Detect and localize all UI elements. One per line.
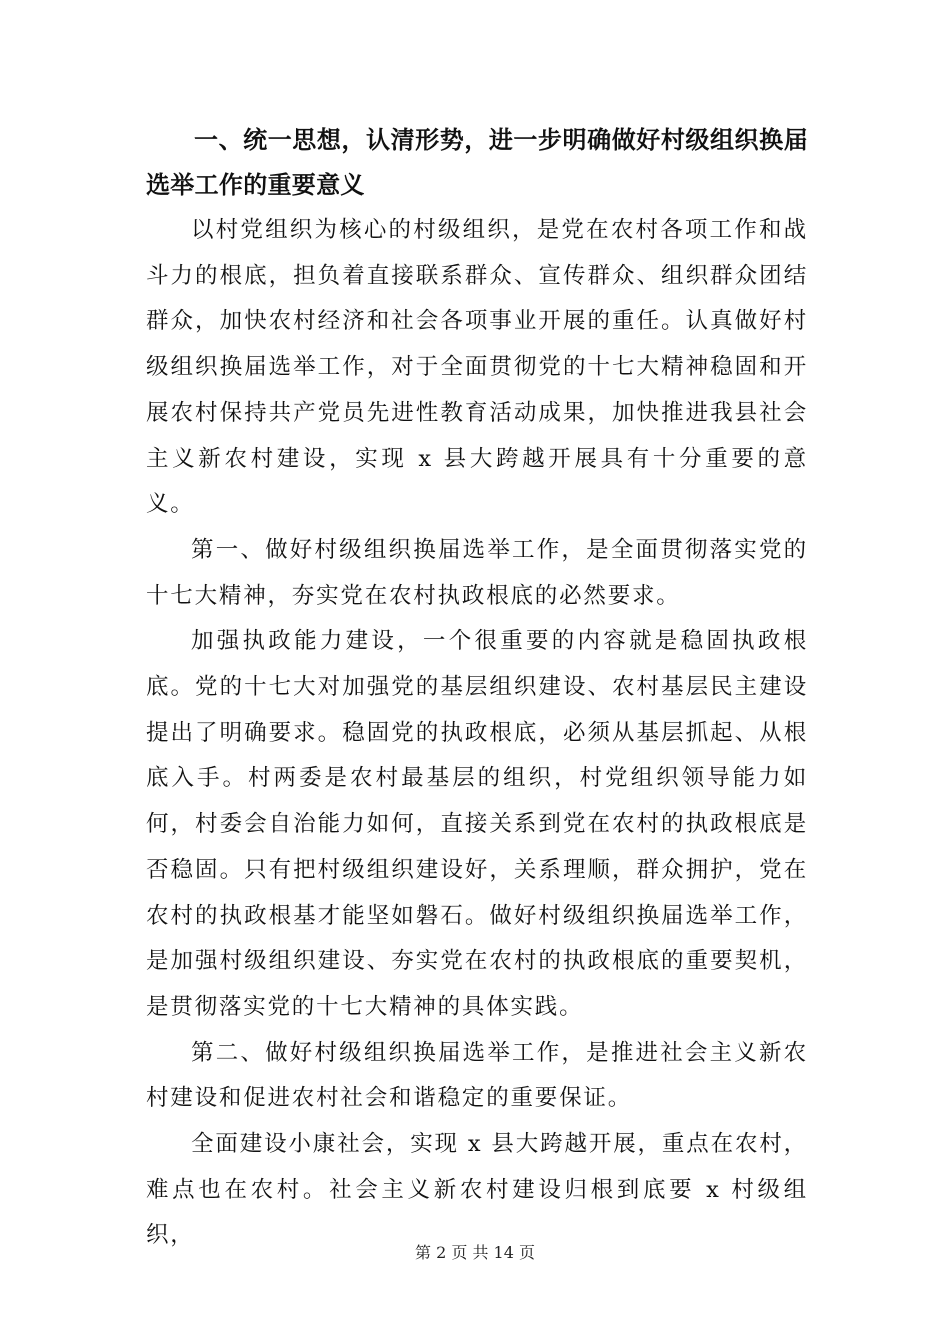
section-heading: 一、统一思想，认清形势，进一步明确做好村级组织换届选举工作的重要意义 bbox=[146, 126, 808, 199]
paragraph-point-two-detail: 全面建设小康社会，实现 x 县大跨越开展，重点在农村，难点也在农村。社会主义新农村建设归根到底要 x 村级组织， bbox=[146, 1131, 808, 1249]
paragraph-intro: 以村党组织为核心的村级组织，是党在农村各项工作和战斗力的根底，担负着直接联系群众、宣传群众、组织群众团结群众，加快农村经济和社会各项事业开展的重任。认真做好村级组织换届选举工作，对于全面贯彻党的十七大精神稳固和开展农村保持共产党员先进性教育活动成果，加快推进我县社会主义新农村建设，实现 x 县大跨越开展具有十分重要的意义。 bbox=[146, 217, 808, 518]
paragraph-point-one: 第一、做好村级组织换届选举工作，是全面贯彻落实党的十七大精神，夯实党在农村执政根底的必然要求。 bbox=[146, 536, 808, 609]
page-number-footer: 第 2 页 共 14 页 bbox=[415, 1243, 535, 1262]
document-body bbox=[146, 118, 808, 1259]
paragraph-point-one-detail: 加强执政能力建设，一个很重要的内容就是稳固执政根底。党的十七大对加强党的基层组织建设、农村基层民主建设提出了明确要求。稳固党的执政根底，必须从基层抓起、从根底入手。村两委是农村最基层的组织，村党组织领导能力如何，村委会自治能力如何，直接关系到党在农村的执政根底是否稳固。只有把村级组织建设好，关系理顺，群众拥护，党在农村的执政根基才能坚如磐石。做好村级组织换届选举工作，是加强村级组织建设、夯实党在农村的执政根底的重要契机，是贯彻落实党的十七大精神的具体实践。 bbox=[146, 628, 808, 1020]
paragraph-point-two: 第二、做好村级组织换届选举工作，是推进社会主义新农村建设和促进农村社会和谐稳定的重要保证。 bbox=[146, 1039, 808, 1112]
